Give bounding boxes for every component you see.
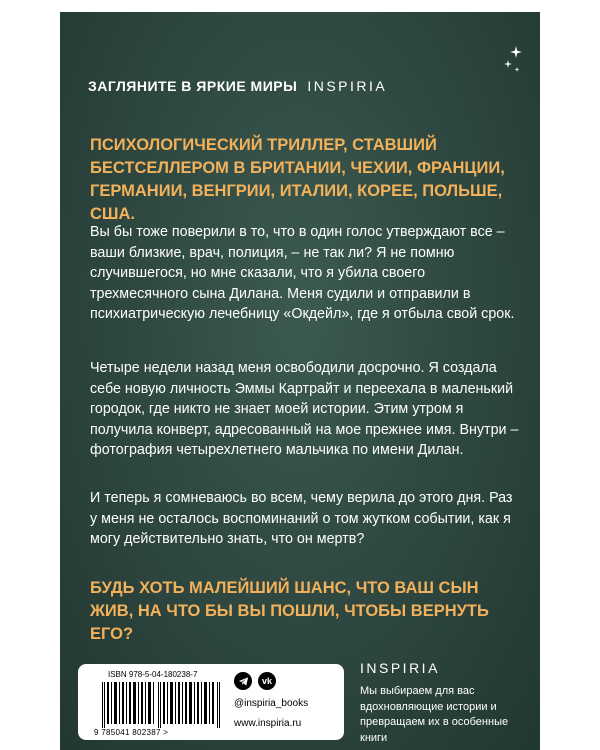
sparkle-icon	[502, 44, 524, 74]
book-back-cover	[60, 12, 540, 750]
bestseller-tagline: ПСИХОЛОГИЧЕСКИЙ ТРИЛЛЕР, СТАВШИЙ БЕСТСЕЛЛЕРОМ В БРИТАНИИ, ЧЕХИИ, ФРАНЦИИ, ГЕРМАНИИ, ВЕНГРИИ, ИТАЛИИ, КОРЕЕ, ПОЛЬШЕ, США.	[90, 136, 505, 223]
barcode-panel	[78, 664, 344, 740]
series-slogan: ЗАГЛЯНИТЕ В ЯРКИЕ МИРЫ	[88, 78, 298, 94]
vk-icon[interactable]: vk	[258, 672, 276, 690]
isbn-number: ISBN 978-5-04-180238-7	[108, 670, 198, 679]
publisher-logo: INSPIRIA	[360, 660, 440, 676]
website-link[interactable]: www.inspiria.ru	[234, 718, 302, 729]
barcode-digits: 9 785041 802387 >	[94, 728, 169, 737]
blurb-paragraph-3: И теперь я сомневаюсь во всем, чему верила до этого дня. Раз у меня не осталось воспоминаний о том жутком событии, как я могу действительно знать, что он мертв?	[90, 490, 513, 548]
telegram-icon[interactable]	[234, 672, 252, 690]
social-handle[interactable]: @inspiria_books	[234, 698, 309, 709]
publisher-statement: Мы выбираем для вас вдохновляющие истории и превращаем их в особенные книги	[360, 685, 509, 744]
social-links	[234, 672, 276, 690]
header-brand-logo: INSPIRIA	[307, 78, 388, 94]
barcode-image	[102, 682, 220, 728]
blurb-paragraph-2: Четыре недели назад меня освободили досрочно. Я создала себе новую личность Эммы Картрайт и переехала в маленький городок, где никто не знает моей истории. Этим утром я получила конверт, адресованный на мое прежнее имя. Внутри – фотография четырехлетнего мальчика по имени Дилан.	[90, 360, 519, 459]
closing-question: БУДЬ ХОТЬ МАЛЕЙШИЙ ШАНС, ЧТО ВАШ СЫН ЖИВ, НА ЧТО БЫ ВЫ ПОШЛИ, ЧТОБЫ ВЕРНУТЬ ЕГО?	[90, 579, 489, 643]
series-header	[88, 78, 387, 94]
blurb-paragraph-1: Вы бы тоже поверили в то, что в один голос утверждают все – ваши близкие, врач, полиция, – не так ли? Я не помню случившегося, но мне сказали, что я убила своего трехмесячного сына Дилана. Меня судили и отправили в психиатрическую лечебницу «Окдейл», где я отбыла свой срок.	[90, 224, 515, 323]
